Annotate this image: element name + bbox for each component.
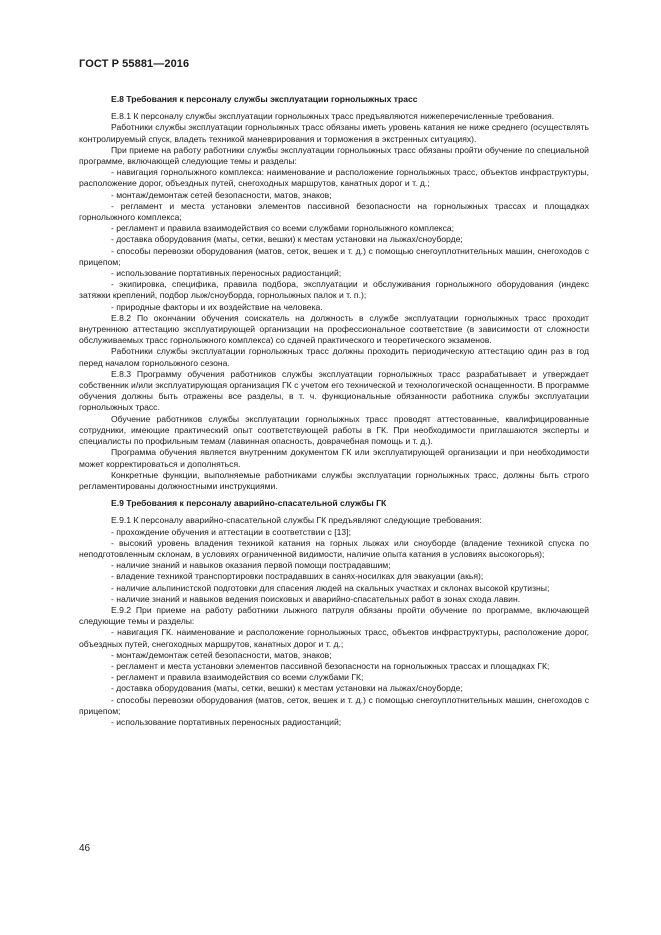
paragraph: Работники службы эксплуатации горнолыжных трасс должны проходить периодическую аттестацию один раз в год перед началом горнолыжного сезона. (79, 346, 589, 368)
paragraph: - регламент и правила взаимодействия со всеми службами ГК; (111, 672, 364, 683)
paragraph: Е.8.3 Программу обучения работников службы эксплуатации горнолыжных трасс разрабатывает и утверждает собственник и/или эксплуатирующая организация ГК с учетом его технической и технологической оснащенности. В программе обучения должны быть отражены все разделы, в т. ч. функциональные обязанности работника службы эксплуатации горнолыжных трасс. (79, 368, 589, 413)
paragraph: - способы перевозки оборудования (матов, сеток, вешек и т. д.) с помощью снегоуплотнительных машин, снегоходов с прицепом; (79, 694, 589, 716)
paragraph: Е.9.1 К персоналу аварийно-спасательной службы ГК предъявляют следующие требования: (111, 515, 482, 526)
section-title-e9: Е.9 Требования к персоналу аварийно-спасательной службы ГК (111, 498, 387, 509)
paragraph: - высокий уровень владения техникой катания на горных лыжах или сноуборде (владение техникой спуска по неподготовленным склонам, в условиях ограниченной видимости, наличие опыта катания в условиях высокогорья); (79, 537, 589, 559)
paragraph: - регламент и правила взаимодействия со всеми службами горнолыжного комплекса; (111, 223, 455, 234)
paragraph: Конкретные функции, выполняемые работниками службы эксплуатации горнолыжных трасс, должны быть строго регламентированы должностными инструкциями. (79, 469, 589, 491)
paragraph: - способы перевозки оборудования (матов, сеток, вешек и т. д.) с помощью снегоуплотнительных машин, снегоходов с прицепом; (79, 245, 589, 267)
paragraph: - регламент и места установки элементов пассивной безопасности на горнолыжных трассах и площадках горнолыжного комплекса; (79, 200, 589, 223)
paragraph: - монтаж/демонтаж сетей безопасности, матов, знаков; (111, 649, 332, 660)
paragraph: - наличие альпинистской подготовки для спасения людей на скальных участках и склонах высокой крутизны; (111, 582, 550, 593)
paragraph: - природные факторы и их воздействие на человека. (111, 301, 323, 312)
paragraph: - доставка оборудования (маты, сетки, вешки) к местам установки на лыжах/сноуборде; (111, 683, 463, 694)
paragraph: - наличие знаний и навыков ведения поисковых и аварийно-спасательных работ в зонах схода лавин. (111, 593, 521, 604)
paragraph: Программа обучения является внутренним документом ГК или эксплуатирующей организации и при необходимости может корректироваться и дополняться. (79, 447, 589, 469)
paragraph: - навигация ГК. наименование и расположение горнолыжных трасс, объектов инфраструктуры, расположение дорог, объездных путей, снегоходных маршрутов, канатных дорог и т. д.; (79, 627, 589, 649)
paragraph: - использование портативных переносных радиостанций; (111, 268, 342, 279)
paragraph: - прохождение обучения и аттестации в соответствии с [13]; (111, 526, 351, 537)
paragraph: - владение техникой транспортировки пострадавших в санях-носилках для эвакуации (акья); (111, 571, 484, 582)
section-e9-body (79, 515, 589, 728)
section-title-e8: Е.8 Требования к персоналу службы эксплуатации горнолыжных трасс (111, 94, 418, 104)
document-code-header: ГОСТ Р 55881—2016 (79, 58, 190, 70)
paragraph: - наличие знаний и навыков оказания первой помощи пострадавшим; (111, 560, 391, 571)
paragraph: Е.8.2 По окончании обучения соискатель на должность в службе эксплуатации горнолыжных трасс проходит внутреннюю аттестацию эксплуатирующей организации на профессиональное соответствие (в зависимости от сложности обслуживаемых трасс горнолыжного комплекса) со сдачей практического и теоретического экзаменов. (79, 312, 589, 346)
paragraph: - доставка оборудования (маты, сетки, вешки) к местам установки на лыжах/сноуборде; (111, 234, 463, 245)
paragraph: - экипировка, специфика, правила подбора, эксплуатации и обслуживания горнолыжного оборудования (индекс затяжки креплений, подбор лыж/сноуборда, горнолыжных палок и т. п.); (79, 279, 589, 301)
page-number: 46 (79, 843, 91, 854)
section-e8-body (79, 111, 589, 492)
paragraph: - монтаж/демонтаж сетей безопасности, матов, знаков; (111, 189, 332, 200)
document-body (79, 94, 589, 728)
paragraph: Е.8.1 К персоналу службы эксплуатации горнолыжных трасс предъявляются нижеперечисленные требования. (111, 111, 555, 122)
paragraph: - использование портативных переносных радиостанций; (111, 716, 342, 727)
paragraph: Работники службы эксплуатации горнолыжных трасс обязаны иметь уровень катания не ниже среднего (осуществлять контролируемый спуск, владеть техникой маневрирования и торможения в экстренных ситуациях). (79, 122, 589, 144)
paragraph: Е.9.2 При приеме на работу работники лыжного патруля обязаны пройти обучение по программе, включающей следующие темы и разделы: (79, 604, 589, 627)
paragraph: При приеме на работу работники службы эксплуатации горнолыжных трасс обязаны пройти обучение по специальной программе, включающей следующие темы и разделы: (79, 144, 589, 167)
paragraph: - навигация горнолыжного комплекса: наименование и расположение горнолыжных трасс, объектов инфраструктуры, расположение дорог, объездных путей, снегоходных маршрутов, канатных дорог и т. д.; (79, 167, 589, 189)
paragraph: Обучение работников службы эксплуатации горнолыжных трасс проводят аттестованные, квалифицированные сотрудники, имеющие практический опыт соответствующей работы в ГК. При необходимости приглашаются эксперты и специалисты по профильным темам (лавинная опасность, доврачебная помощь и т. д.). (79, 413, 589, 447)
paragraph: - регламент и места установки элементов пассивной безопасности на горнолыжных трассах и площадках ГК; (111, 660, 550, 671)
